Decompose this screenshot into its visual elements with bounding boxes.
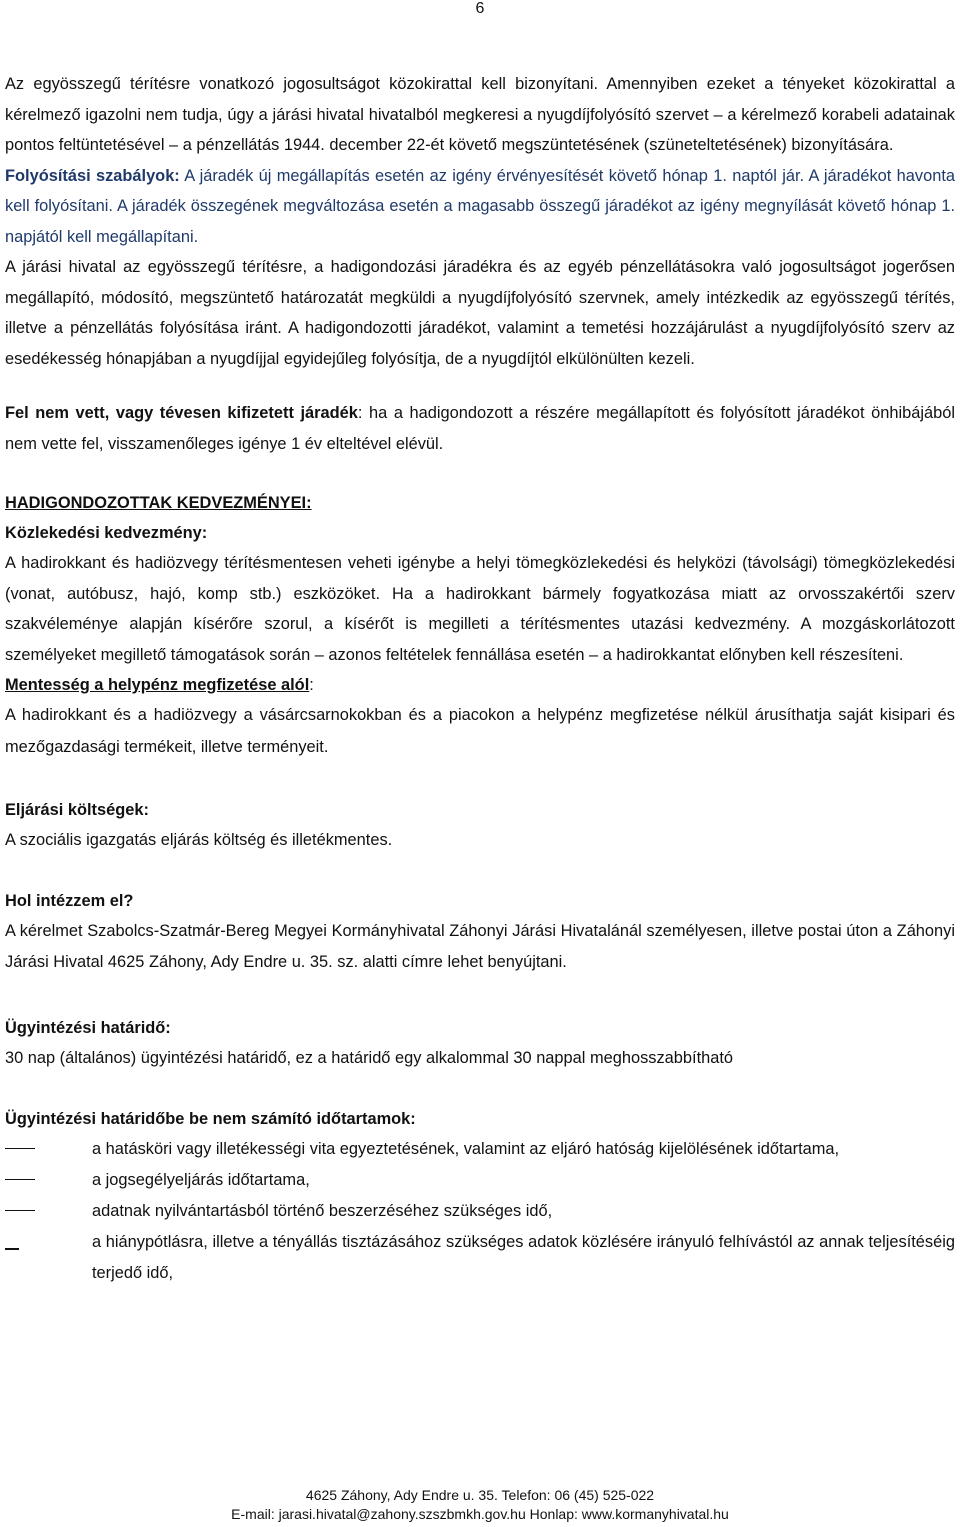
eljarasi-text: A szociális igazgatás eljárás költség és illetékmentes. (5, 830, 393, 849)
mentesseg-heading: Mentesség a helypénz megfizetése alól (5, 676, 310, 694)
intro-text: Az egyösszegű térítésre vonatkozó jogosultságot közokirattal kell bizonyítani. Amennyiben ezeket a tényeket közokirattal a kérelmező igazolni nem tudja, úgy a járási hivatal hivatalból megkeresi a nyugdíjfolyósító szervet – a kérelmező korabeli adatainak pontos feltüntetésével – a pénzellátás 1944. december 22-ét követő megszüntetésének (szüneteltetésének) bizonyítására. (5, 75, 955, 154)
dash-bullet (5, 1248, 19, 1250)
list-item: adatnak nyilvántartásból történő beszerzéséhez szükséges idő, (5, 1196, 955, 1227)
hol-text: A kérelmet Szabolcs-Szatmár-Bereg Megyei Kormányhivatal Záhonyi Járási Hivatalánál személyesen, illetve postai úton a Záhonyi Járási Hivatal 4625 Záhony, Ady Endre u. 35. sz. alatti címre lehet benyújtani. (5, 921, 955, 972)
kozlekedesi-paragraph (5, 548, 955, 670)
page-footer (0, 1486, 960, 1524)
list-item: a hatásköri vagy illetékességi vita egyeztetésének, valamint az eljáró hatóság kijelölésének időtartama, (5, 1134, 955, 1165)
nem-szamito-list (5, 1134, 955, 1289)
eljarasi-heading: Eljárási költségek: (5, 800, 149, 819)
dash-bullet (5, 1179, 35, 1180)
dash-bullet (5, 1148, 35, 1149)
page-number: 6 (475, 0, 485, 17)
list-item: a hiánypótlásra, illetve a tényállás tisztázásához szükséges adatok közlésére irányuló felhívástól az annak teljesítéséig terjedő idő, (5, 1227, 955, 1289)
list-item: a jogsegélyeljárás időtartama, (5, 1165, 955, 1196)
dash-bullet (5, 1210, 35, 1211)
hatarido-text: 30 nap (általános) ügyintézési határidő, ez a határidő egy alkalommal 30 nappal meghosszabbítható (5, 1049, 734, 1068)
fel-nem-vett-label: Fel nem vett, vagy tévesen kifizetett járadék (5, 404, 358, 422)
hatarido-heading: Ügyintézési határidő: (5, 1019, 171, 1038)
intro-paragraph (5, 69, 955, 374)
folyositasi-label: Folyósítási szabályok: (5, 166, 180, 185)
mentesseg-heading-line (5, 670, 955, 700)
fel-nem-vett-paragraph (5, 398, 955, 459)
footer-contact: E-mail: jarasi.hivatal@zahony.szszbmkh.gov.hu Honlap: www.kormanyhivatal.hu (231, 1506, 729, 1522)
document-body (5, 69, 955, 1289)
hol-heading: Hol intézzem el? (5, 891, 134, 910)
nem-szamito-heading: Ügyintézési határidőbe be nem számító időtartamok: (5, 1110, 416, 1129)
kozlekedesi-text-2: Ha a hadirokkant bármely fogyatkozása miatt az orvosszakértői szerv szakvéleménye alapján kísérőre szorul, a kísérőt is megilleti a térítésmentes utazási kedvezmény. A mozgáskorlátozott személyeket megillető támogatások során – azonos feltételek fennállása esetén – a hadirokkantat előnyben kell részesíteni. (5, 584, 955, 664)
kozlekedesi-text-1: A hadirokkant és hadiözvegy térítésmentesen veheti igénybe a helyi tömegközlekedési és helyközi (távolsági) tömegközlekedési (vonat, autóbusz, hajó, komp stb.) eszközöket. (5, 554, 955, 603)
kozlekedesi-heading: Közlekedési kedvezmény: (5, 524, 208, 542)
mentesseg-colon: : (309, 676, 314, 694)
jarasi-hivatal-text: A járási hivatal az egyösszegű térítésre, a hadigondozási járadékra és az egyéb pénzellátásokra való jogosultságot jogerősen megállapító, módosító, megszüntető határozatát megküldi a nyugdíjfolyósító szervnek, amely intézkedik az egyösszegű térítés, illetve a pénzellátás folyósítása iránt. A hadigondozotti járadékot, valamint a temetési hozzájárulást a nyugdíjfolyósító szerv az esedékesség hónapjában a nyugdíjjal egyidejűleg folyósítja, de a nyugdíjtól elkülönülten kezeli. (5, 258, 955, 368)
footer-address: 4625 Záhony, Ady Endre u. 35. Telefon: 06 (45) 525-022 (305, 1487, 655, 1503)
fel-nem-vett-text: : ha a hadigondozott a részére megállapított és folyósított járadékot önhibájából nem vette fel, visszamenőleges igénye 1 év elteltével elévül. (5, 404, 955, 453)
mentesseg-text: A hadirokkant és a hadiözvegy a vásárcsarnokokban és a piacokon a helypénz megfizetése nélkül árusíthatja saját kisipari és mezőgazdasági termékeit, illetve terményeit. (5, 706, 955, 756)
kedvezmenyek-heading: HADIGONDOZOTTAK KEDVEZMÉNYEI: (5, 494, 312, 512)
folyositasi-text: A járadék új megállapítás esetén az igény érvényesítését követő hónap 1. naptól jár. A járadékot havonta kell folyósítani. A járadék összegének megváltozása esetén a magasabb összegű járadékot az igény megnyílását követő hónap 1. napjától kell megállapítani. (5, 166, 955, 246)
